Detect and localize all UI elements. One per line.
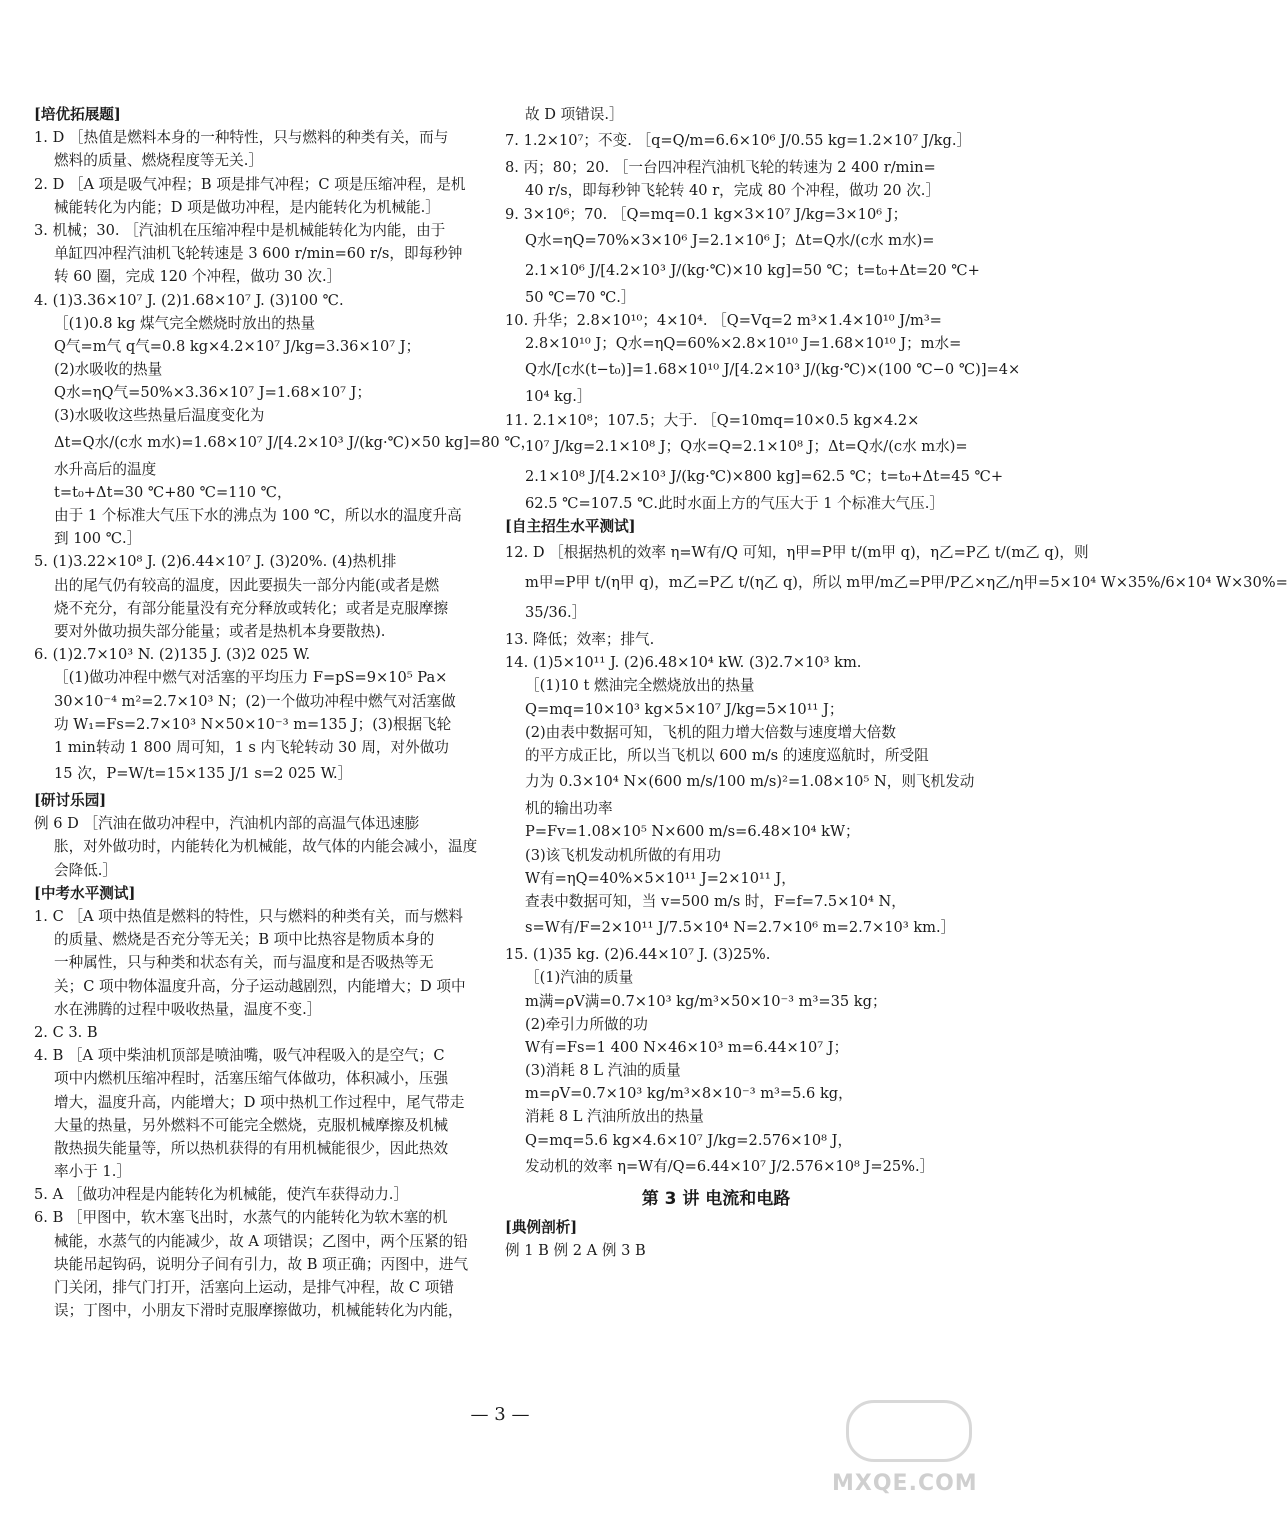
text-line: 例 6 D ［汽油在做功冲程中，汽油机内部的高温气体迅速膨 — [34, 815, 420, 833]
text-line: (2)牵引力所做的功 — [525, 1015, 648, 1033]
text-line: 12. D ［根据热机的效率 η=W有/Q 可知，η甲=P甲 t/(m甲 q)，η乙=P乙 t/(m乙 q)，则 — [505, 544, 1089, 562]
text-line: 2.1×10⁶ J/[4.2×10³ J/(kg·℃)×10 kg]=50 ℃；t=t₀+Δt=20 ℃+ — [525, 261, 980, 279]
text-line: ［(1)汽油的质量 — [525, 969, 634, 987]
text-line: 30×10⁻⁴ m²=2.7×10³ N；(2)一个做功冲程中燃气对活塞做 — [54, 692, 456, 710]
text-line: 误；丁图中，小朋友下滑时克服摩擦做功，机械能转化为内能， — [54, 1302, 463, 1320]
text-line: ［(1)做功冲程中燃气对活塞的平均压力 F=pS=9×10⁵ Pa× — [54, 669, 448, 687]
text-line: (2)水吸收的热量 — [54, 361, 163, 379]
text-line: 燃料的质量、燃烧程度等无关.］ — [54, 152, 263, 170]
section-heading: [ 中考水平测试 ] — [34, 882, 486, 905]
text-line: 15 次，P=W/t=15×135 J/1 s=2 025 W.］ — [54, 765, 353, 783]
text-line: 单缸四冲程汽油机飞轮转速是 3 600 r/min=60 r/s，即每秒钟 — [54, 245, 463, 263]
text-line: 13. 降低；效率；排气. — [505, 631, 655, 649]
text-line: 2.1×10⁸ J/[4.2×10³ J/(kg·℃)×800 kg]=62.5 ℃；t=t₀+Δt=45 ℃+ — [525, 467, 1004, 485]
text-line: 胀，对外做功时，内能转化为机械能，故气体的内能会减小，温度 — [54, 838, 478, 856]
text-line: W有=ηQ=40%×5×10¹¹ J=2×10¹¹ J， — [525, 869, 796, 887]
text-line: 功 W₁=Fs=2.7×10³ N×50×10⁻³ m=135 J；(3)根据飞轮 — [54, 715, 452, 733]
text-line: 一种属性，只与种类和状态有关，而与温度和是否吸热等无 — [54, 954, 434, 972]
text-line: 10⁴ kg.］ — [525, 388, 592, 406]
text-line: 7. 1.2×10⁷；不变. ［q=Q/m=6.6×10⁶ J/0.55 kg=1.2×10⁷ J/kg.］ — [505, 132, 972, 150]
text-line: 4. (1)3.36×10⁷ J. (2)1.68×10⁷ J. (3)100 ℃. — [34, 291, 344, 309]
text-line: 8. 丙；80；20. ［一台四冲程汽油机飞轮的转速为 2 400 r/min= — [505, 159, 936, 177]
text-line: 烧不充分，有部分能量没有充分释放或转化；或者是克服摩擦 — [54, 599, 449, 617]
text-line: s=W有/F=2×10¹¹ J/7.5×10⁴ N=2.7×10⁶ m=2.7×10³ km.］ — [525, 919, 956, 937]
text-line: 械能，水蒸气的内能减少，故 A 项错误；乙图中，两个压紧的铅 — [54, 1232, 468, 1250]
text-line: 机的输出功率 — [525, 800, 613, 818]
text-line: 2. D ［A 项是吸气冲程；B 项是排气冲程；C 项是压缩冲程，是机 — [34, 175, 466, 193]
text-line: 力为 0.3×10⁴ N×(600 m/s/100 m/s)²=1.08×10⁵ N，则飞机发动 — [525, 773, 975, 791]
text-line: (3)水吸收这些热量后温度变化为 — [54, 407, 265, 425]
text-line: 关；C 项中物体温度升高，分子运动越剧烈，内能增大；D 项中 — [54, 977, 466, 995]
text-line: 35/36.］ — [525, 604, 587, 622]
section-heading: [ 培优拓展题 ] — [34, 103, 486, 126]
text-line: Q水/[c水(t−t₀)]=1.68×10¹⁰ J/[4.2×10³ J/(kg·℃)×(100 ℃−0 ℃)]=4× — [525, 361, 1021, 379]
text-line: Q=mq=10×10³ kg×5×10⁷ J/kg=5×10¹¹ J； — [525, 700, 844, 718]
page-number: — 3 — — [470, 1404, 530, 1425]
text-line: Δt=Q水/(c水 m水)=1.68×10⁷ J/[4.2×10³ J/(kg·℃)×50 kg]=80 ℃， — [54, 433, 536, 451]
text-line: 要对外做功损失部分能量；或者是热机本身要散热). — [54, 622, 386, 640]
text-line: 故 D 项错误.］ — [525, 106, 624, 123]
text-line: 40 r/s，即每秒钟飞轮转 40 r，完成 80 个冲程，做功 20 次.］ — [525, 182, 941, 200]
text-line: 的质量、燃烧是否充分等无关；B 项中比热容是物质本身的 — [54, 931, 435, 949]
text-line: m甲=P甲 t/(η甲 q)，m乙=P乙 t/(η乙 q)，所以 m甲/m乙=P甲/P乙×η乙/η甲=5×10⁴ W×35%/6×10⁴ W×30%= — [525, 574, 1288, 592]
text-line: W有=Fs=1 400 N×46×10³ m=6.44×10⁷ J； — [525, 1038, 849, 1056]
text-line: 水升高后的温度 — [54, 460, 157, 478]
text-line: 62.5 ℃=107.5 ℃.此时水面上方的气压大于 1 个标准大气压.］ — [525, 494, 944, 512]
text-line: P=Fv=1.08×10⁵ N×600 m/s=6.48×10⁴ kW； — [525, 823, 860, 841]
text-line: 散热损失能量等，所以热机获得的有用机械能很少，因此热效 — [54, 1139, 449, 1157]
text-line: 增大，温度升高，内能增大；D 项中热机工作过程中，尾气带走 — [54, 1093, 465, 1111]
text-line: 查表中数据可知，当 v=500 m/s 时，F=f=7.5×10⁴ N， — [525, 892, 906, 910]
text-line: ［(1)0.8 kg 煤气完全燃烧时放出的热量 — [54, 314, 316, 332]
text-line: m=ρV=0.7×10³ kg/m³×8×10⁻³ m³=5.6 kg， — [525, 1085, 853, 1103]
text-line: (3)该飞机发动机所做的有用功 — [525, 846, 721, 864]
text-line: 到 100 ℃.］ — [54, 530, 142, 548]
watermark — [806, 1392, 986, 1502]
section-heading: [ 自主招生水平测试 ] — [505, 515, 927, 538]
text-line: 块能吊起钩码，说明分子间有引力，故 B 项正确；丙图中，进气 — [54, 1255, 469, 1273]
text-line: 消耗 8 L 汽油所放出的热量 — [525, 1108, 704, 1126]
text-line: (2)由表中数据可知，飞机的阻力增大倍数与速度增大倍数 — [525, 723, 896, 741]
text-line: 例 1 B 例 2 A 例 3 B — [505, 1242, 646, 1259]
text-line: 1 min转动 1 800 周可知，1 s 内飞轮转动 30 周，对外做功 — [54, 738, 449, 756]
text-line: 门关闭，排气门打开，活塞向上运动，是排气冲程，故 C 项错 — [54, 1279, 454, 1296]
text-line: ［(1)10 t 燃油完全燃烧放出的热量 — [525, 677, 755, 695]
text-line: 的平方成正比，所以当飞机以 600 m/s 的速度巡航时，所受阻 — [525, 747, 929, 764]
text-line: 3. 机械；30. ［汽油机在压缩冲程中是机械能转化为内能，由于 — [34, 221, 446, 239]
text-line: t=t₀+Δt=30 ℃+80 ℃=110 ℃， — [54, 483, 292, 501]
text-line: 发动机的效率 η=W有/Q=6.44×10⁷ J/2.576×10⁸ J=25%.］ — [525, 1157, 935, 1175]
text-line: 50 ℃=70 ℃.］ — [525, 288, 636, 306]
text-line: Q水=ηQ气=50%×3.36×10⁷ J=1.68×10⁷ J； — [54, 384, 372, 402]
text-line: 2. C 3. B — [34, 1023, 98, 1041]
text-line: 出的尾气仍有较高的温度，因此要损失一部分内能(或者是燃 — [54, 576, 440, 594]
left-column — [34, 103, 536, 1322]
text-line: 10. 升华；2.8×10¹⁰；4×10⁴. ［Q=Vq=2 m³×1.4×10¹⁰ J/m³= — [505, 311, 942, 329]
text-line: Q水=ηQ=70%×3×10⁶ J=2.1×10⁶ J；Δt=Q水/(c水 m水)= — [525, 231, 935, 249]
text-line: 10⁷ J/kg=2.1×10⁸ J；Q水=Q=2.1×10⁸ J；Δt=Q水/(c水 m水)= — [525, 437, 968, 455]
text-line: 14. (1)5×10¹¹ J. (2)6.48×10⁴ kW. (3)2.7×10³ km. — [505, 654, 862, 672]
text-line: 水在沸腾的过程中吸收热量，温度不变.］ — [54, 1000, 322, 1018]
text-line: 5. A ［做功冲程是内能转化为机械能，使汽车获得动力.］ — [34, 1186, 409, 1204]
text-line: 转 60 圈，完成 120 个冲程，做功 30 次.］ — [54, 268, 342, 286]
section-heading: [ 典例剖析 ] — [505, 1216, 927, 1239]
text-line: 大量的热量，另外燃料不可能完全燃烧，克服机械摩擦及机械 — [54, 1116, 449, 1134]
text-line: 9. 3×10⁶；70. ［Q=mq=0.1 kg×3×10⁷ J/kg=3×10⁶ J； — [505, 205, 908, 223]
text-line: 15. (1)35 kg. (2)6.44×10⁷ J. (3)25%. — [505, 946, 771, 964]
text-line: (3)消耗 8 L 汽油的质量 — [525, 1062, 681, 1080]
text-line: 1. C ［A 项中热值是燃料的特性，只与燃料的种类有关，而与燃料 — [34, 908, 463, 925]
text-line: Q气=m气 q气=0.8 kg×4.2×10⁷ J/kg=3.36×10⁷ J； — [54, 337, 421, 355]
section-heading: [ 研讨乐园 ] — [34, 789, 486, 812]
text-line: Q=mq=5.6 kg×4.6×10⁷ J/kg=2.576×10⁸ J， — [525, 1131, 853, 1149]
lecture-title: 第 3 讲 电流和电路 — [641, 1188, 791, 1209]
right-column — [505, 103, 1288, 1262]
watermark-text: MXQE.COM — [832, 1471, 978, 1496]
text-line: 会降低.］ — [54, 861, 118, 879]
text-line: 由于 1 个标准大气压下水的沸点为 100 ℃，所以水的温度升高 — [54, 507, 462, 524]
text-line: 11. 2.1×10⁸；107.5；大于. ［Q=10mq=10×0.5 kg×4.2× — [505, 411, 920, 429]
text-line: 率小于 1.］ — [54, 1163, 131, 1181]
text-line: m满=ρV满=0.7×10³ kg/m³×50×10⁻³ m³=35 kg； — [525, 992, 887, 1010]
text-line: 4. B ［A 项中柴油机顶部是喷油嘴，吸气冲程吸入的是空气；C — [34, 1047, 445, 1065]
text-line: 械能转化为内能；D 项是做功冲程，是内能转化为机械能.］ — [54, 198, 440, 216]
text-line: 2.8×10¹⁰ J；Q水=ηQ=60%×2.8×10¹⁰ J=1.68×10¹⁰ J；m水= — [525, 335, 962, 353]
watermark-logo-icon — [846, 1400, 972, 1462]
text-line: 1. D ［热值是燃料本身的一种特性，只与燃料的种类有关，而与 — [34, 129, 449, 147]
text-line: 6. (1)2.7×10³ N. (2)135 J. (3)2 025 W. — [34, 646, 311, 664]
text-line: 6. B ［甲图中，软木塞飞出时，水蒸气的内能转化为软木塞的机 — [34, 1209, 448, 1227]
text-line: 5. (1)3.22×10⁸ J. (2)6.44×10⁷ J. (3)20%. (4)热机排 — [34, 553, 397, 571]
text-line: 项中内燃机压缩冲程时，活塞压缩气体做功，体积减小，压强 — [54, 1070, 449, 1088]
